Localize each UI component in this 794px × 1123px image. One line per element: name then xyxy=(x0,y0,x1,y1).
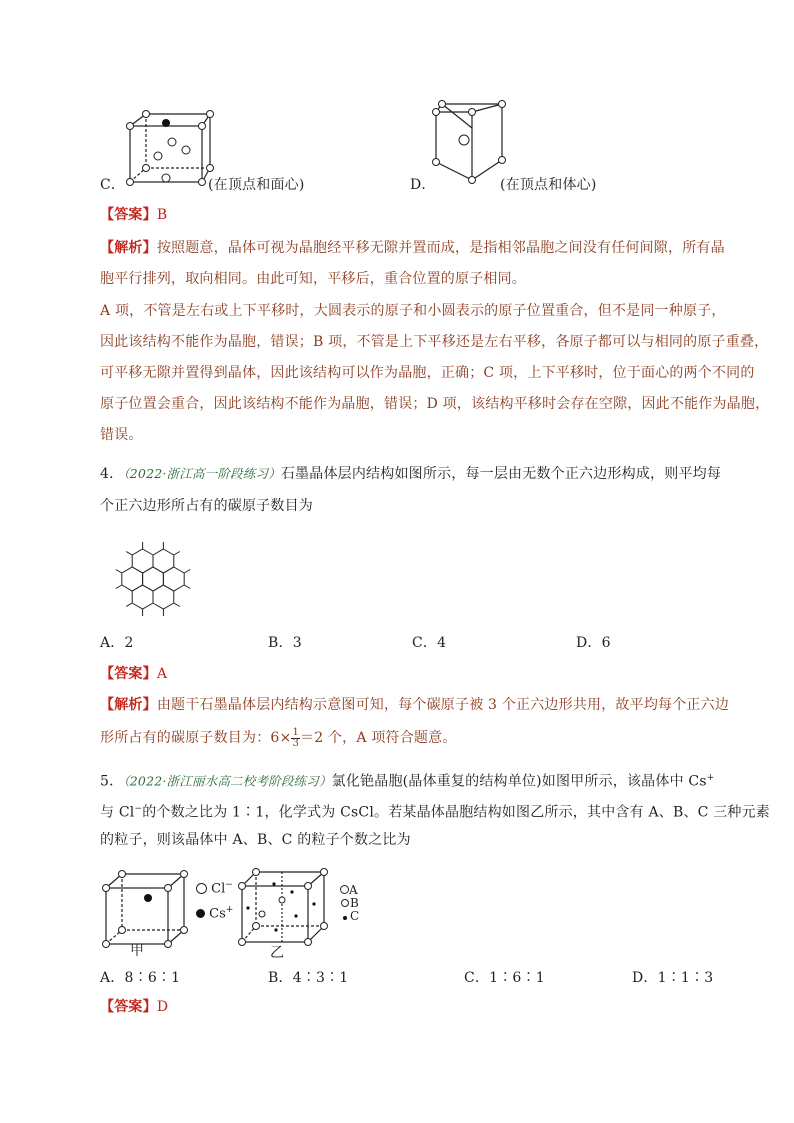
graphite-hexagon-figure xyxy=(98,527,208,632)
q4-analysis-line2 xyxy=(100,723,457,753)
answer-value: B xyxy=(156,207,168,223)
figure-option-c-cube xyxy=(118,106,218,186)
legend-cs xyxy=(196,901,233,923)
legend-label: Cs xyxy=(209,906,226,922)
q5-option-d: D．1∶1∶3 xyxy=(632,970,714,986)
question-number: 4． xyxy=(100,466,124,482)
analysis-label: 【解析】 xyxy=(100,240,157,256)
analysis-label: 【解析】 xyxy=(100,697,157,713)
superscript: − xyxy=(225,880,233,890)
q3-analysis-line1 xyxy=(100,233,725,263)
legend-label: C xyxy=(350,909,360,923)
analysis-text: 按照题意，晶体可视为晶胞经平移无隙并置而成，是指相邻晶胞之间没有任何间隙，所有晶 xyxy=(156,240,725,256)
superscript: − xyxy=(134,804,143,814)
q4-option-c: C．4 xyxy=(412,635,447,651)
analysis-text: 由题干石墨晶体层内结构示意图可知，每个碳原子被 3 个正六边形共用，故平均每个正六边 xyxy=(156,697,730,713)
bond-stub xyxy=(184,570,190,574)
question-number: 5． xyxy=(100,773,124,790)
answer-value: D xyxy=(156,999,169,1015)
q4-stem-line2: 个正六边形所占有的碳原子数目为 xyxy=(100,498,313,514)
analysis-text: 形所占有的碳原子数目为：6× xyxy=(100,730,292,746)
hexagon-5 xyxy=(153,549,174,573)
q5-stem-line3: 的粒子，则该晶体中 A、B、C 的粒子个数之比为 xyxy=(100,832,411,848)
question-source: （2022·浙江高一阶段练习） xyxy=(123,466,281,481)
hexagon-3 xyxy=(153,585,174,609)
option-d-letter: D． xyxy=(410,177,436,193)
q3-analysis-line2: 胞平行排列，取向相同。由此可知，平移后，重合位置的原子相同。 xyxy=(100,271,526,287)
q5-stem-line2 xyxy=(100,794,770,828)
question-stem: 的个数之比为 1∶1，化学式为 CsCl。若某晶体晶胞结构如图乙所示，其中含有 A、B、C 三种元素 xyxy=(142,804,771,821)
question-stem: 石墨晶体层内结构如图所示，每一层由无数个正六边形构成，则平均每 xyxy=(280,466,722,482)
large-circle-icon xyxy=(340,885,349,894)
q5-answer xyxy=(100,992,168,1022)
question-stem: 氯化铯晶胞(晶体重复的结构单位)如图甲所示，该晶体中 Cs xyxy=(331,773,707,790)
bond-stub xyxy=(116,585,122,589)
legend-label: Cl xyxy=(211,881,226,897)
figure-jia-cscl-cell xyxy=(96,866,196,946)
q4-option-b: B．3 xyxy=(268,635,302,651)
bond-stub xyxy=(116,570,122,574)
figure-yi-crystal-cell xyxy=(234,864,334,944)
fraction-numerator: 1 xyxy=(292,726,299,738)
question-stem: 与 Cl xyxy=(100,804,135,821)
q5-option-a: A．8∶6∶1 xyxy=(100,970,181,986)
analysis-text: ＝2 个，A 项符合题意。 xyxy=(300,730,457,746)
q4-stem-line1 xyxy=(100,459,721,489)
superscript: + xyxy=(225,905,234,915)
fraction-one-third xyxy=(291,728,300,749)
legend-label: A xyxy=(349,883,358,897)
small-circle-icon xyxy=(341,899,349,907)
superscript: + xyxy=(706,773,715,783)
dot-icon xyxy=(343,916,347,920)
q5-stem-line1 xyxy=(100,763,714,797)
question-source: （2022·浙江丽水高二校考阶段练习） xyxy=(123,773,332,789)
q3-answer xyxy=(100,200,167,230)
q4-answer xyxy=(100,659,167,689)
answer-label: 【答案】 xyxy=(100,999,157,1015)
q4-option-a: A．2 xyxy=(100,635,134,651)
figure-option-d-cube xyxy=(428,98,508,188)
q3-analysis-line4: 因此该结构不能作为晶胞，错误；B 项，不管是上下平移还是左右平移，各原子都可以与相同的原子重叠， xyxy=(100,334,769,350)
figure-yi-caption: 乙 xyxy=(270,945,284,961)
q4-analysis-line1 xyxy=(100,690,729,720)
legend-yi xyxy=(340,884,359,923)
option-c-caption: (在顶点和面心) xyxy=(208,177,305,193)
figure-jia-caption: 甲 xyxy=(130,943,144,959)
legend-c xyxy=(340,910,359,923)
q5-option-c: C．1∶6∶1 xyxy=(464,970,545,986)
q3-analysis-line7: 错误。 xyxy=(100,427,143,443)
bond-stub xyxy=(174,552,180,556)
bond-stub xyxy=(184,585,190,589)
answer-label: 【答案】 xyxy=(100,666,157,682)
option-d-caption: (在顶点和体心) xyxy=(500,177,597,193)
hexagon-1 xyxy=(163,567,184,591)
q3-analysis-line5: 可平移无隙并置得到晶体，因此该结构可以作为晶胞，正确；C 项，上下平移时，位于面心的两个不同的 xyxy=(100,365,755,381)
bond-stub xyxy=(174,603,180,607)
bond-stub xyxy=(126,603,132,607)
q5-option-b: B．4∶3∶1 xyxy=(268,970,349,986)
bond-stub xyxy=(126,552,132,556)
open-circle-icon xyxy=(196,883,207,894)
fraction-denominator: 3 xyxy=(292,737,299,749)
hexagon-2 xyxy=(122,567,143,591)
q3-analysis-line6: 原子位置会重合，因此该结构不能作为晶胞，错误；D 项，该结构平移时会存在空隙，因此不能作为晶胞， xyxy=(100,396,770,412)
hexagon-4 xyxy=(132,585,153,609)
hexagon-0 xyxy=(143,567,164,591)
legend-cl xyxy=(196,876,233,898)
legend-label: B xyxy=(350,896,359,910)
q4-option-d: D．6 xyxy=(576,635,611,651)
answer-value: A xyxy=(156,666,168,682)
q3-analysis-line3: A 项，不管是左右或上下平移时，大圆表示的原子和小圆表示的原子位置重合，但不是同一种原子， xyxy=(100,303,726,319)
hexagon-6 xyxy=(132,549,153,573)
answer-label: 【答案】 xyxy=(100,207,157,223)
option-c-letter: C． xyxy=(100,177,126,193)
filled-circle-icon xyxy=(196,909,205,918)
